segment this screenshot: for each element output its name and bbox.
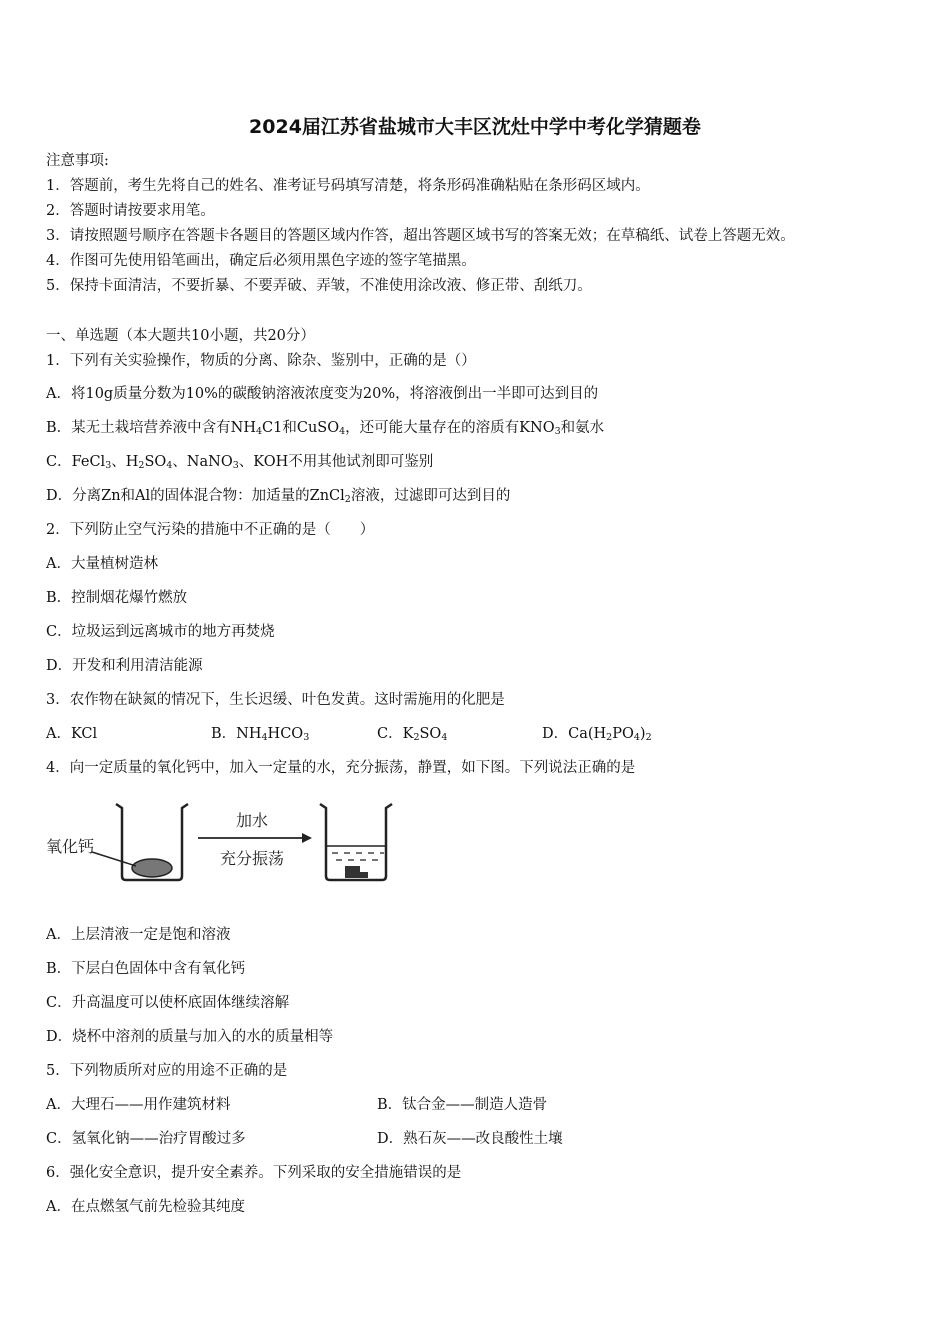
cao-solid [132, 859, 172, 877]
option-a: A．在点燃氢气前先检验其纯度 [46, 1199, 245, 1215]
option-a: A．KCl [46, 726, 98, 742]
beaker-left [92, 804, 188, 880]
option-d: D．熟石灰——改良酸性土壤 [377, 1131, 563, 1147]
label-cao: 氧化钙 [46, 837, 95, 856]
option-d: D．分离Zn和Al的固体混合物：加适量的ZnCl$_2$溶液，过滤即可达到目的 [46, 488, 511, 505]
question-stem: 6．强化安全意识，提升安全素养。下列采取的安全措施错误的是 [46, 1165, 462, 1181]
arrow [198, 833, 312, 843]
option-a: A．大理石——用作建筑材料 [46, 1097, 231, 1113]
option-b: B．钛合金——制造人造骨 [377, 1097, 548, 1113]
sediment [345, 866, 368, 878]
option-a: A．上层清液一定是饱和溶液 [46, 927, 231, 943]
notice-item: 2．答题时请按要求用笔。 [46, 203, 215, 219]
option-a: A．大量植树造林 [46, 556, 158, 572]
notice-item: 4．作图可先使用铅笔画出，确定后必须用黑色字迹的签字笔描黑。 [46, 253, 476, 269]
question-stem: 1．下列有关实验操作，物质的分离、除杂、鉴别中，正确的是（） [46, 353, 476, 369]
notice-item: 3．请按照题号顺序在答题卡各题目的答题区域内作答，超出答题区域书写的答案无效；在草稿纸、试卷上答题无效。 [46, 228, 795, 244]
arrow-label-bottom: 充分振荡 [220, 849, 285, 868]
notice-heading: 注意事项: [46, 153, 109, 169]
option-c: C．升高温度可以使杯底固体继续溶解 [46, 995, 290, 1011]
option-c: C．FeCl$_3$、$H_2SO_4$、NaNO$_3$、KOH不用其他试剂即可鉴别 [46, 454, 434, 471]
option-d: D．开发和利用清洁能源 [46, 658, 203, 674]
option-c: C．氢氧化钠——治疗胃酸过多 [46, 1131, 246, 1147]
question-stem: 4．向一定质量的氧化钙中，加入一定量的水，充分振荡，静置，如下图。下列说法正确的是 [46, 760, 636, 776]
option-d: D．$Ca(H_2PO_4)_2$ [542, 726, 652, 743]
option-c: C．垃圾运到远离城市的地方再焚烧 [46, 624, 275, 640]
option-b: B．下层白色固体中含有氧化钙 [46, 961, 246, 977]
option-b: B．$NH_4HCO_3$ [211, 726, 310, 743]
arrow-label-top: 加水 [236, 811, 269, 830]
pointer-line [92, 852, 136, 866]
page-title: 2024届江苏省盐城市大丰区沈灶中学中考化学猜题卷 [249, 116, 701, 138]
question-stem: 3．农作物在缺氮的情况下，生长迟缓、叶色发黄。这时需施用的化肥是 [46, 692, 505, 708]
section-heading: 一、单选题（本大题共10小题，共20分） [46, 328, 315, 344]
option-d: D．烧杯中溶剂的质量与加入的水的质量相等 [46, 1029, 334, 1045]
beaker-figure [40, 796, 400, 888]
option-a: A．将10g质量分数为10%的碳酸钠溶液浓度变为20%，将溶液倒出一半即可达到目的 [46, 386, 599, 402]
notice-item: 5．保持卡面清洁，不要折暴、不要弄破、弄皱，不准使用涂改液、修正带、刮纸刀。 [46, 278, 592, 294]
option-c: C．$K_2SO_4$ [377, 726, 448, 743]
option-b: B．某无土栽培营养液中含有$NH_4C1$和CuSO$_4$，还可能大量存在的溶质有$KNO_3$和氨水 [46, 420, 605, 437]
question-stem: 5．下列物质所对应的用途不正确的是 [46, 1063, 288, 1079]
beaker-right [320, 804, 392, 880]
notice-item: 1．答题前，考生先将自己的姓名、准考证号码填写清楚，将条形码准确粘贴在条形码区域内。 [46, 178, 650, 194]
question-stem: 2．下列防止空气污染的措施中不正确的是（ ） [46, 522, 375, 538]
option-b: B．控制烟花爆竹燃放 [46, 590, 188, 606]
